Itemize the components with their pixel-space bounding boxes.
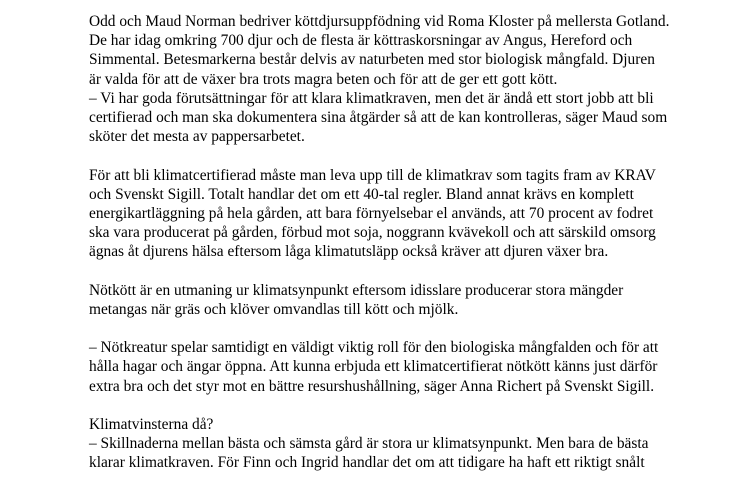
- paragraph: [89, 281, 739, 319]
- text-line: är valda för att de växer bra trots magra beten och för att de ger ett gott kött.: [89, 70, 558, 88]
- article-body: [89, 12, 739, 492]
- text-line: klarar klimatkraven. För Finn och Ingrid handlar det om att tidigare ha haft ett riktigt snålt: [89, 454, 645, 472]
- text-line: extra bra och det styr mot en bättre resurshushållning, säger Anna Richert på Svenskt Sigill.: [89, 377, 655, 395]
- text-line: metangas när gräs och klöver omvandlas till kött och mjölk.: [89, 300, 459, 318]
- text-line: hålla hagar och ängar öppna. Att kunna erbjuda ett klimatcertifierat nötkött känns just därför: [89, 358, 658, 376]
- paragraph: [89, 166, 739, 262]
- text-line: Odd och Maud Norman bedriver köttdjursuppfödning vid Roma Kloster på mellersta Gotland.: [89, 13, 670, 30]
- text-line: sköter det mesta av pappersarbetet.: [89, 128, 305, 146]
- text-line: Simmental. Betesmarkerna består delvis av naturbeten med stor biologisk mångfald. Djuren: [89, 51, 655, 69]
- text-line: – Skillnaderna mellan bästa och sämsta gård är stora ur klimatsynpunkt. Men bara de bästa: [89, 435, 649, 453]
- paragraph: [89, 338, 739, 396]
- text-line: – Vi har goda förutsättningar för att klara klimatkraven, men det är ändå ett stort jobb att bli: [89, 89, 654, 107]
- paragraph: [89, 12, 739, 146]
- text-line: energikartläggning på hela gården, att bara förnyelsebar el används, att 70 procent av fodret: [89, 204, 654, 222]
- paragraph: [89, 415, 739, 473]
- text-line: Nötkött är en utmaning ur klimatsynpunkt eftersom idisslare producerar stora mängder: [89, 281, 624, 299]
- text-line: De har idag omkring 700 djur och de flesta är köttraskorsningar av Angus, Hereford och: [89, 32, 633, 50]
- text-line: För att bli klimatcertifierad måste man leva upp till de klimatkrav som tagits fram av KRAV: [89, 166, 656, 184]
- text-line: ägnas åt djurens hälsa eftersom låga klimatutsläpp också kräver att djuren växer bra.: [89, 243, 609, 261]
- text-line: Klimatvinsterna då?: [89, 415, 214, 433]
- text-line: och Svenskt Sigill. Totalt handlar det om ett 40-tal regler. Bland annat krävs en komplett: [89, 185, 634, 203]
- text-line: – Nötkreatur spelar samtidigt en väldigt viktig roll för den biologiska mångfalden och för att: [89, 339, 659, 357]
- text-line: certifierad och man ska dokumentera sina åtgärder så att de kan kontrolleras, säger Maud som: [89, 108, 668, 126]
- text-line: ska vara producerat på gården, förbud mot soja, noggrann kvävekoll och att särskild omsorg: [89, 224, 656, 242]
